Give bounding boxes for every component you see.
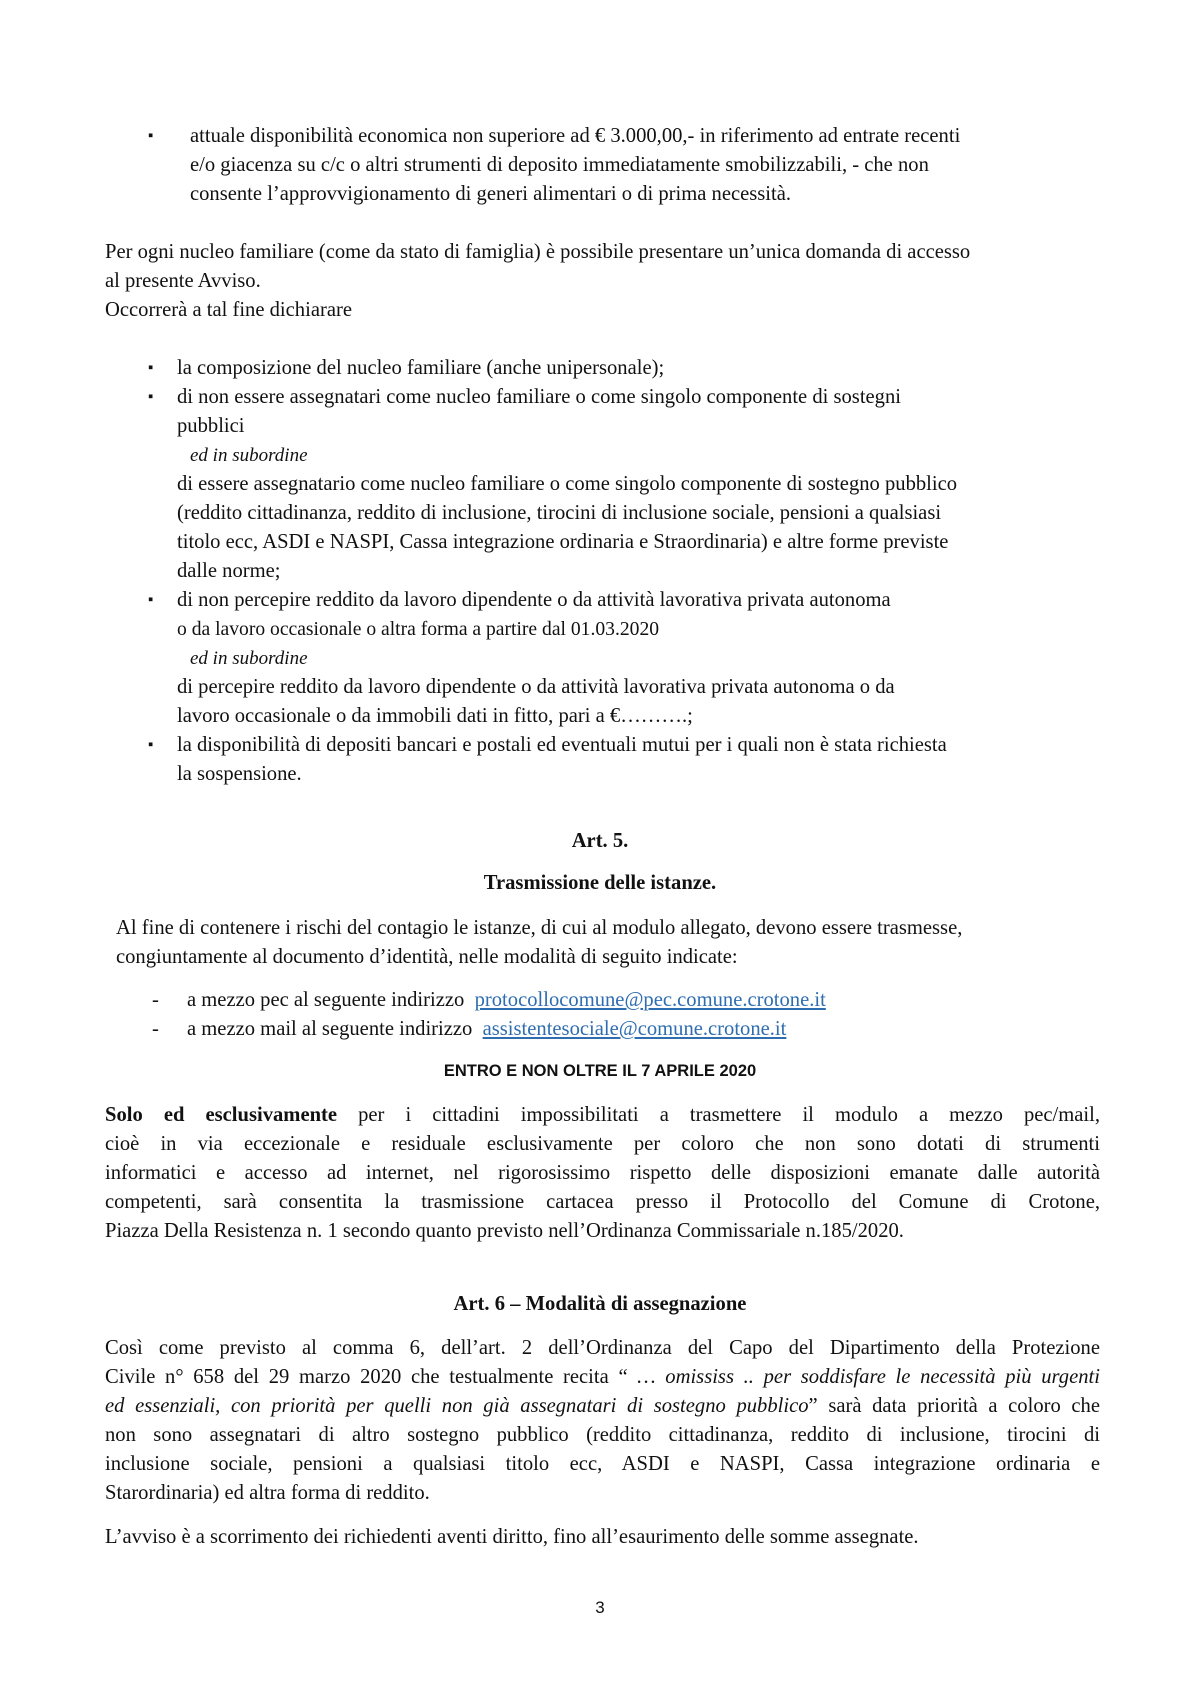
article-6-closing: L’avviso è a scorrimento dei richiedenti aventi diritto, fino all’esaurimento delle somme assegnate. xyxy=(105,1526,919,1548)
text-fragment: ” sarà data priorità a coloro che xyxy=(808,1395,1100,1417)
text-line: o da lavoro occasionale o altra forma a partire dal 01.03.2020 xyxy=(177,619,660,640)
text-line: di essere assegnatario come nucleo familiare o come singolo componente di sostegno pubblico xyxy=(177,473,958,495)
text-line: Piazza Della Resistenza n. 1 secondo quanto previsto nell’Ordinanza Commissariale n.185/2020. xyxy=(105,1220,904,1242)
text-line: (reddito cittadinanza, reddito di inclusione, tirocini di inclusione sociale, pensioni a qualsiasi xyxy=(177,502,942,524)
text-line xyxy=(105,1101,1100,1130)
bullet-marker: ▪ xyxy=(148,592,154,608)
text-line: di non essere assegnatari come nucleo familiare o come singolo componente di sostegni xyxy=(177,386,901,408)
text-line: titolo ecc, ASDI e NASPI, Cassa integrazione ordinaria e Straordinaria) e altre forme previste xyxy=(177,531,949,553)
text-line: al presente Avviso. xyxy=(105,270,261,292)
text-fragment: Civile n° 658 del 29 marzo 2020 che testualmente recita “ xyxy=(105,1366,628,1388)
text-line: dalle norme; xyxy=(177,560,281,582)
declaration-item-no-income xyxy=(177,586,1100,731)
subordinate-note: ed in subordine xyxy=(190,648,308,669)
bullet-marker: ▪ xyxy=(148,737,154,753)
text-line: attuale disponibilità economica non superiore ad € 3.000,00,- in riferimento ad entrate recenti xyxy=(190,125,961,147)
deadline-notice: ENTRO E NON OLTRE IL 7 APRILE 2020 xyxy=(443,1062,757,1080)
economic-availability-item xyxy=(190,122,1100,209)
pec-option xyxy=(187,986,1087,1015)
declaration-item-composition: la composizione del nucleo familiare (anche unipersonale); xyxy=(177,357,665,379)
text-line: cioè in via eccezionale e residuale esclusivamente per coloro che non sono dotati di strumenti xyxy=(105,1133,1100,1155)
text-line: la disponibilità di depositi bancari e postali ed eventuali mutui per i quali non è stata richiesta xyxy=(177,734,947,756)
text-line: competenti, sarà consentita la trasmissione cartacea presso il Protocollo del Comune di Crotone, xyxy=(105,1191,1100,1213)
text-line: non sono assegnatari di altro sostegno pubblico (reddito cittadinanza, reddito di inclusione, tirocini di xyxy=(105,1424,1100,1446)
mail-option xyxy=(187,1015,1087,1044)
text-line: consente l’approvvigionamento di generi alimentari o di prima necessità. xyxy=(190,183,792,205)
article-5-subtitle: Trasmissione delle istanze. xyxy=(483,872,717,894)
pec-email-link[interactable]: protocollocomune@pec.comune.crotone.it xyxy=(474,989,826,1011)
text-line: la sospensione. xyxy=(177,763,302,785)
text-line: inclusione sociale, pensioni a qualsiasi titolo ecc, ASDI e NASPI, Cassa integrazione ordinaria e xyxy=(105,1453,1100,1475)
article-6-paragraph xyxy=(105,1334,1100,1508)
text-line: e/o giacenza su c/c o altri strumenti di deposito immediatamente smobilizzabili, - che non xyxy=(190,154,929,176)
bullet-marker: ▪ xyxy=(148,360,154,376)
dash-marker: - xyxy=(152,1018,159,1040)
text-line: Al fine di contenere i rischi del contagio le istanze, di cui al modulo allegato, devono essere trasmesse, xyxy=(116,917,963,939)
text-line: di non percepire reddito da lavoro dipendente o da attività lavorativa privata autonoma xyxy=(177,589,891,611)
article-5-intro xyxy=(116,914,1116,972)
text-line: pubblici xyxy=(177,415,245,437)
text-line: Così come previsto al comma 6, dell’art. 2 dell’Ordinanza del Capo del Dipartimento della Protezione xyxy=(105,1337,1100,1359)
quoted-text: ed essenziali, con priorità per quelli non già assegnatari di sostegno pubblico xyxy=(105,1395,809,1417)
article-6-title: Art. 6 – Modalità di assegnazione xyxy=(453,1293,747,1315)
text-line: congiuntamente al documento d’identità, nelle modalità di seguito indicate: xyxy=(116,946,738,968)
quoted-text: … omississ .. per soddisfare le necessità più urgenti xyxy=(627,1366,1100,1388)
text-line: informatici e accesso ad internet, nel rigorosissimo rispetto delle disposizioni emanate dalle autorità xyxy=(105,1162,1100,1184)
dash-marker: - xyxy=(152,989,159,1011)
text-line: Occorrerà a tal fine dichiarare xyxy=(105,299,352,321)
bullet-marker: ▪ xyxy=(148,389,154,405)
declaration-item-bank-deposits xyxy=(177,731,1100,789)
emphasis-bold: Solo ed esclusivamente xyxy=(105,1104,338,1126)
text-line: lavoro occasionale o da immobili dati in fitto, pari a €……….; xyxy=(177,705,693,727)
text-line: Per ogni nucleo familiare (come da stato di famiglia) è possibile presentare un’unica domanda di accesso xyxy=(105,241,971,263)
text-line: Starordinaria) ed altra forma di reddito. xyxy=(105,1482,430,1504)
subordinate-note: ed in subordine xyxy=(190,445,308,466)
pec-label: a mezzo pec al seguente indirizzo xyxy=(187,989,465,1011)
page-number: 3 xyxy=(595,1598,605,1617)
article-5-title: Art. 5. xyxy=(571,830,629,852)
mail-label: a mezzo mail al seguente indirizzo xyxy=(187,1018,473,1040)
text-fragment: per i cittadini impossibilitati a trasmettere il modulo a mezzo pec/mail, xyxy=(358,1104,1100,1126)
declaration-item-no-public-support xyxy=(177,383,1100,586)
social-worker-email-link[interactable]: assistentesociale@comune.crotone.it xyxy=(482,1018,787,1040)
paper-submission-paragraph xyxy=(105,1101,1100,1246)
bullet-marker: ▪ xyxy=(148,128,154,144)
text-line xyxy=(105,1392,1100,1421)
household-paragraph xyxy=(105,238,1110,325)
text-line: di percepire reddito da lavoro dipendente o da attività lavorativa privata autonoma o da xyxy=(177,676,895,698)
text-line xyxy=(105,1363,1100,1392)
